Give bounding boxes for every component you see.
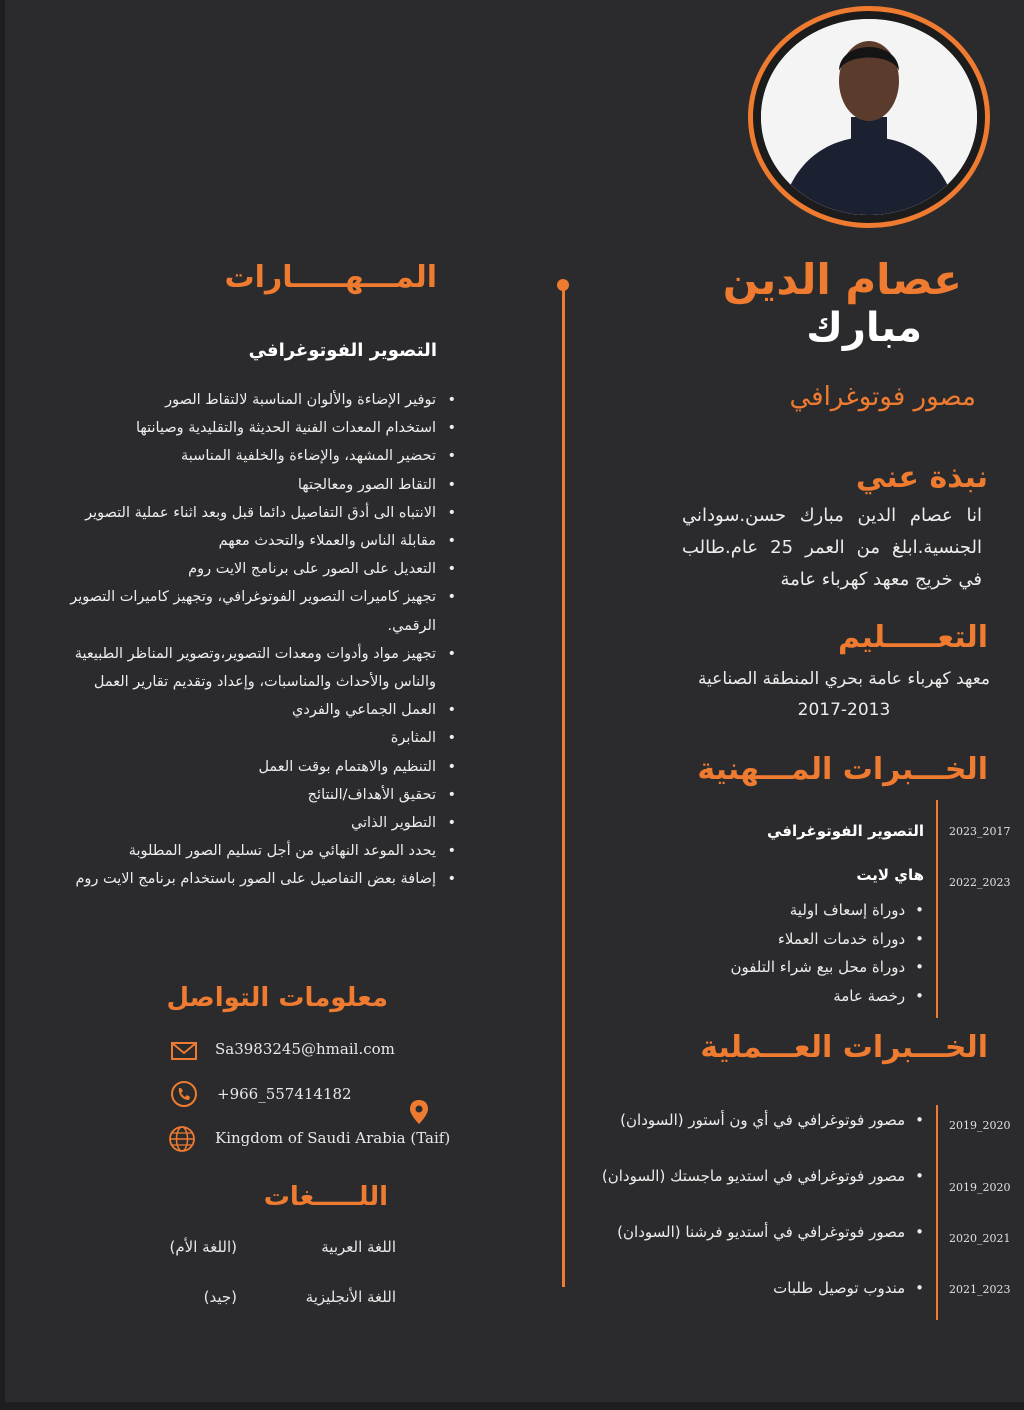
list-item: • دوراة خدمات العملاء	[730, 925, 924, 954]
language-name-1: اللغة العربية	[321, 1238, 396, 1256]
language-level-1: (اللغة الأم)	[169, 1238, 237, 1256]
language-level-2: (جيد)	[203, 1288, 237, 1306]
professional-year-2: 2022_2023	[949, 876, 1011, 889]
avatar	[761, 19, 977, 215]
professional-entry-2-list	[730, 896, 924, 1010]
center-divider	[562, 285, 565, 1287]
list-item: • إضافة بعض التفاصيل على الصور باستخدام برنامج الايت روم	[56, 865, 436, 893]
practical-entry-4: • مندوب توصيل طلبات	[773, 1279, 924, 1297]
list-item: • تجهيز كاميرات التصوير الفوتوغرافي، وتجهيز كاميرات التصوير الرقمي.	[56, 583, 436, 639]
list-item: • التنظيم والاهتمام بوقت العمل	[56, 753, 436, 781]
skills-subtitle: التصوير الفوتوغرافي	[248, 340, 437, 361]
professional-entry-1: التصوير الفوتوغرافي	[767, 822, 924, 840]
email-text[interactable]: Sa3983245@hmail.com	[215, 1040, 395, 1058]
list-item: • استخدام المعدات الفنية الحديثة والتقليدية وصيانتها	[56, 414, 436, 442]
person-illustration	[761, 19, 977, 215]
contact-title: معلومات التواصل	[166, 983, 388, 1013]
practical-title: الخـــبرات العـــملية	[700, 1030, 988, 1065]
list-item: • التقاط الصور ومعالجتها	[56, 471, 436, 499]
practical-year-3: 2020_2021	[949, 1232, 1011, 1245]
list-item: • التعديل على الصور على برنامج الايت روم	[56, 555, 436, 583]
list-item: • تحضير المشهد، والإضاءة والخلفية المناسبة	[56, 442, 436, 470]
practical-year-4: 2021_2023	[949, 1283, 1011, 1296]
mail-icon	[169, 1036, 199, 1066]
center-divider-dot	[557, 279, 569, 291]
bottom-frame	[0, 1402, 1024, 1410]
list-item: • الانتباه الى أدق التفاصيل دائما قبل وبعد اثناء عملية التصوير	[56, 499, 436, 527]
globe-icon	[167, 1124, 197, 1154]
about-title: نبذة عني	[855, 460, 988, 495]
languages-title: اللـــــغات	[263, 1182, 388, 1212]
practical-entry-2: • مصور فوتوغرافي في استديو ماجستك (السودان)	[602, 1167, 924, 1185]
practical-entry-1: • مصور فوتوغرافي في أي ون أستور (السودان)	[620, 1111, 924, 1129]
profile-photo	[748, 6, 990, 228]
practical-year-2: 2019_2020	[949, 1181, 1011, 1194]
professional-title: الخـــبرات المـــهنية	[697, 752, 988, 787]
list-item: • توفير الإضاءة والألوان المناسبة لالتقاط الصور	[56, 386, 436, 414]
education-details	[694, 664, 994, 726]
list-item: • تحقيق الأهداف/النتائج	[56, 781, 436, 809]
list-item: • التطوير الذاتي	[56, 809, 436, 837]
practical-year-1: 2019_2020	[949, 1119, 1011, 1132]
left-frame	[0, 0, 5, 1410]
language-name-2: اللغة الأنجليزية	[305, 1288, 396, 1306]
name-line-2: مبارك	[806, 305, 922, 351]
about-text: انا عصام الدين مبارك حسن.سوداني الجنسية.ابلغ من العمر 25 عام.طالب في خريج معهد كهرباء عامة	[682, 505, 982, 590]
list-item: • العمل الجماعي والفردي	[56, 696, 436, 724]
location-pin-icon	[409, 1099, 429, 1125]
education-years: 2017-2013	[797, 700, 891, 720]
list-item: • رخصة عامة	[730, 982, 924, 1011]
phone-icon	[169, 1079, 199, 1109]
professional-entry-2: هاي لايت	[856, 866, 924, 884]
list-item: • دوراة محل بيع شراء التلفون	[730, 953, 924, 982]
professional-year-1: 2023_2017	[949, 825, 1011, 838]
list-item: • دوراة إسعاف اولية	[730, 896, 924, 925]
practical-entry-3: • مصور فوتوغرافي في أستديو فرشنا (السودان)	[617, 1223, 924, 1241]
job-title: مصور فوتوغرافي	[789, 382, 976, 412]
list-item: • مقابلة الناس والعملاء والتحدث معهم	[56, 527, 436, 555]
list-item: • تجهيز مواد وأدوات ومعدات التصوير،وتصوير المناظر الطبيعية والناس والأحداث والمناسبات، وإعداد وتقديم تقارير العمل	[56, 640, 436, 696]
name-line-1: عصام الدين	[722, 255, 962, 304]
education-title: التعـــــليم	[837, 620, 988, 655]
professional-timeline	[936, 800, 938, 1018]
list-item: • المثابرة	[56, 724, 436, 752]
skills-title: المـــهـــــارات	[224, 260, 437, 295]
practical-timeline	[936, 1105, 938, 1320]
education-institute: معهد كهرباء عامة بحري المنطقة الصناعية	[697, 669, 991, 689]
location-text: Kingdom of Saudi Arabia (Taif)	[215, 1129, 451, 1147]
skills-list	[56, 386, 456, 894]
list-item: • يحدد الموعد النهائي من أجل تسليم الصور المطلوبة	[56, 837, 436, 865]
phone-text[interactable]: +966_557414182	[217, 1085, 352, 1103]
